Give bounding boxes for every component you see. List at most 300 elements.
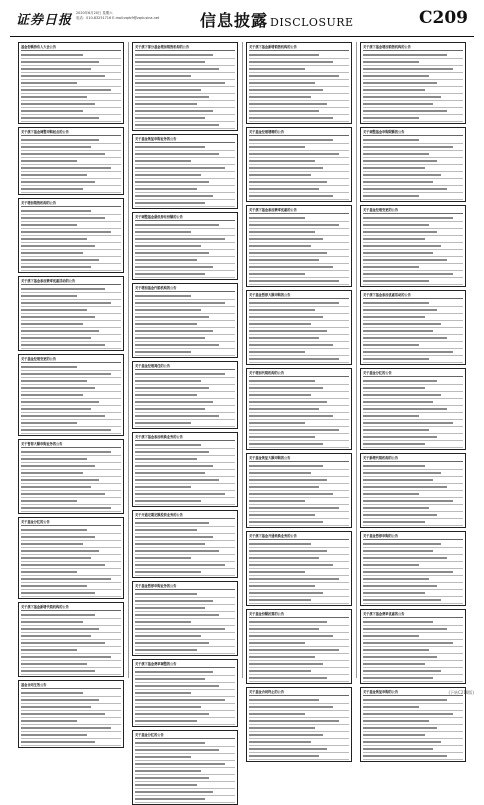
notice-text-line bbox=[249, 222, 349, 229]
notice-text-line bbox=[363, 108, 463, 115]
notice-text-line bbox=[21, 186, 121, 193]
notice-text-line bbox=[363, 278, 463, 285]
text-line-placeholder bbox=[21, 451, 111, 453]
notice-title: 关于旗下基金增加销售机构的公告 bbox=[363, 44, 463, 51]
text-line-placeholder bbox=[21, 174, 87, 176]
text-line-placeholder bbox=[249, 493, 333, 495]
notice-text-line bbox=[249, 335, 349, 342]
notice-text-line bbox=[135, 250, 235, 257]
text-line-placeholder bbox=[135, 188, 197, 190]
text-line-placeholder bbox=[363, 621, 433, 623]
notice-text-line bbox=[135, 158, 235, 165]
disclosure-notice bbox=[246, 290, 352, 365]
text-line-placeholder bbox=[363, 713, 453, 715]
text-line-placeholder bbox=[363, 748, 433, 750]
text-line-placeholder bbox=[363, 167, 425, 169]
notice-text-line bbox=[135, 314, 235, 321]
text-line-placeholder bbox=[21, 429, 111, 431]
notice-text-line bbox=[135, 165, 235, 172]
notice-text-line bbox=[249, 633, 349, 640]
text-line-placeholder bbox=[249, 273, 305, 275]
text-line-placeholder bbox=[135, 295, 191, 297]
text-line-placeholder bbox=[249, 387, 323, 389]
text-line-placeholder bbox=[363, 181, 433, 183]
notice-text-line bbox=[135, 633, 235, 640]
notice-text-line bbox=[21, 456, 121, 463]
text-line-placeholder bbox=[21, 621, 83, 623]
text-line-placeholder bbox=[363, 174, 441, 176]
text-line-placeholder bbox=[135, 635, 201, 637]
text-line-placeholder bbox=[135, 337, 205, 339]
notice-text-line bbox=[363, 271, 463, 278]
notice-text-line bbox=[21, 378, 121, 385]
notice-title: 关于旗下基金新增销售机构的公告 bbox=[249, 44, 349, 51]
notice-text-line bbox=[363, 392, 463, 399]
notice-text-line bbox=[363, 300, 463, 307]
notice-title: 关于增加销售机构的公告 bbox=[21, 200, 121, 207]
notice-text-line bbox=[135, 711, 235, 718]
text-line-placeholder bbox=[363, 592, 425, 594]
text-line-placeholder bbox=[249, 394, 311, 396]
text-line-placeholder bbox=[21, 330, 99, 332]
text-line-placeholder bbox=[249, 500, 305, 502]
text-line-placeholder bbox=[135, 479, 219, 481]
text-line-placeholder bbox=[135, 465, 213, 467]
notice-text-line bbox=[363, 746, 463, 753]
notice-text-line bbox=[21, 52, 121, 59]
notice-text-line bbox=[21, 215, 121, 222]
text-line-placeholder bbox=[135, 224, 219, 226]
disclosure-notice bbox=[18, 42, 124, 124]
text-line-placeholder bbox=[249, 195, 333, 197]
text-line-placeholder bbox=[363, 273, 453, 275]
text-line-placeholder bbox=[135, 444, 201, 446]
text-line-placeholder bbox=[249, 75, 339, 77]
notice-text-line bbox=[21, 668, 121, 675]
notice-text-line bbox=[249, 640, 349, 647]
notice-text-line bbox=[363, 59, 463, 66]
text-line-placeholder bbox=[21, 713, 105, 715]
text-line-placeholder bbox=[21, 458, 87, 460]
notice-text-line bbox=[249, 115, 349, 122]
notice-text-line bbox=[363, 569, 463, 576]
text-line-placeholder bbox=[21, 153, 105, 155]
disclosure-notice bbox=[132, 134, 238, 209]
text-line-placeholder bbox=[363, 429, 429, 431]
text-line-placeholder bbox=[21, 266, 91, 268]
text-line-placeholder bbox=[21, 217, 105, 219]
notice-text-line bbox=[363, 215, 463, 222]
notice-text-line bbox=[363, 548, 463, 555]
text-line-placeholder bbox=[135, 642, 209, 644]
notice-text-line bbox=[249, 519, 349, 526]
text-line-placeholder bbox=[363, 337, 447, 339]
text-line-placeholder bbox=[363, 727, 437, 729]
text-line-placeholder bbox=[363, 564, 419, 566]
text-line-placeholder bbox=[135, 266, 213, 268]
notice-text-line bbox=[249, 378, 349, 385]
notice-text-line bbox=[21, 690, 121, 697]
notice-text-line bbox=[21, 250, 121, 257]
notice-text-line bbox=[21, 385, 121, 392]
notice-text-line bbox=[363, 647, 463, 654]
notice-text-line bbox=[363, 172, 463, 179]
notice-text-line bbox=[135, 144, 235, 151]
notice-text-line bbox=[21, 314, 121, 321]
text-line-placeholder bbox=[249, 231, 315, 233]
notice-text-line bbox=[21, 137, 121, 144]
notice-text-line bbox=[249, 278, 349, 285]
text-line-placeholder bbox=[135, 89, 201, 91]
notice-text-line bbox=[135, 271, 235, 278]
text-line-placeholder bbox=[363, 217, 453, 219]
text-line-placeholder bbox=[135, 202, 205, 204]
text-line-placeholder bbox=[363, 302, 429, 304]
notice-text-line bbox=[249, 470, 349, 477]
text-line-placeholder bbox=[363, 316, 425, 318]
notice-text-line bbox=[21, 101, 121, 108]
text-line-placeholder bbox=[249, 465, 323, 467]
text-line-placeholder bbox=[21, 415, 105, 417]
text-line-placeholder bbox=[135, 380, 201, 382]
notice-text-line bbox=[21, 307, 121, 314]
text-line-placeholder bbox=[21, 245, 95, 247]
text-line-placeholder bbox=[249, 401, 327, 403]
notice-text-line bbox=[249, 626, 349, 633]
notice-text-line bbox=[249, 569, 349, 576]
text-line-placeholder bbox=[135, 451, 209, 453]
notice-text-line bbox=[363, 732, 463, 739]
text-line-placeholder bbox=[21, 550, 99, 552]
notice-text-line bbox=[21, 73, 121, 80]
text-line-placeholder bbox=[21, 663, 87, 665]
text-line-placeholder bbox=[363, 656, 437, 658]
notice-text-line bbox=[363, 250, 463, 257]
notice-text-line bbox=[135, 463, 235, 470]
notice-text-line bbox=[135, 59, 235, 66]
text-line-placeholder bbox=[21, 103, 95, 105]
text-line-placeholder bbox=[135, 422, 191, 424]
notice-text-line bbox=[249, 349, 349, 356]
text-line-placeholder bbox=[363, 401, 433, 403]
notice-text-line bbox=[135, 534, 235, 541]
notice-text-line bbox=[135, 491, 235, 498]
notice-text-line bbox=[21, 711, 121, 718]
notice-text-line bbox=[249, 512, 349, 519]
notice-text-line bbox=[363, 165, 463, 172]
text-line-placeholder bbox=[21, 408, 91, 410]
text-line-placeholder bbox=[135, 472, 205, 474]
text-line-placeholder bbox=[21, 472, 83, 474]
text-line-placeholder bbox=[21, 614, 95, 616]
text-line-placeholder bbox=[363, 238, 425, 240]
notice-text-line bbox=[363, 406, 463, 413]
masthead-date: 2020年6月20日 星期六 bbox=[76, 11, 113, 15]
text-line-placeholder bbox=[363, 550, 433, 552]
text-line-placeholder bbox=[135, 323, 197, 325]
notice-text-line bbox=[363, 484, 463, 491]
text-line-placeholder bbox=[21, 571, 77, 573]
text-line-placeholder bbox=[363, 585, 437, 587]
notice-text-line bbox=[21, 342, 121, 349]
text-line-placeholder bbox=[363, 521, 425, 523]
notice-text-line bbox=[135, 740, 235, 747]
text-line-placeholder bbox=[21, 543, 83, 545]
notice-text-line bbox=[363, 718, 463, 725]
notice-text-line bbox=[363, 413, 463, 420]
notice-text-line bbox=[135, 186, 235, 193]
text-line-placeholder bbox=[135, 614, 219, 616]
notice-text-line bbox=[363, 427, 463, 434]
text-line-placeholder bbox=[249, 628, 319, 630]
text-line-placeholder bbox=[249, 486, 319, 488]
disclosure-notice bbox=[246, 127, 352, 202]
notice-text-line bbox=[135, 349, 235, 356]
notice-text-line bbox=[249, 484, 349, 491]
text-line-placeholder bbox=[135, 458, 197, 460]
notice-text-line bbox=[135, 222, 235, 229]
notice-text-line bbox=[249, 342, 349, 349]
notice-text-line bbox=[21, 449, 121, 456]
text-line-placeholder bbox=[249, 415, 333, 417]
notice-text-line bbox=[249, 80, 349, 87]
disclosure-notice bbox=[132, 581, 238, 656]
text-line-placeholder bbox=[135, 167, 225, 169]
text-line-placeholder bbox=[363, 755, 447, 757]
text-line-placeholder bbox=[21, 670, 95, 672]
text-line-placeholder bbox=[249, 514, 315, 516]
notice-text-line bbox=[135, 704, 235, 711]
notice-text-line bbox=[135, 796, 235, 803]
text-line-placeholder bbox=[135, 678, 205, 680]
text-line-placeholder bbox=[363, 443, 425, 445]
text-line-placeholder bbox=[135, 394, 197, 396]
text-line-placeholder bbox=[249, 543, 311, 545]
text-line-placeholder bbox=[249, 174, 311, 176]
disclosure-notice bbox=[246, 453, 352, 528]
text-line-placeholder bbox=[135, 408, 205, 410]
notice-title: 关于基金经理增聘的公告 bbox=[249, 129, 349, 136]
section-title bbox=[200, 8, 354, 31]
notice-title: 关于基金恢复申购的公告 bbox=[363, 689, 463, 696]
text-line-placeholder bbox=[21, 628, 99, 630]
text-line-placeholder bbox=[21, 465, 95, 467]
notice-text-line bbox=[249, 144, 349, 151]
notice-text-line bbox=[21, 420, 121, 427]
notice-title: 基金合同生效公告 bbox=[21, 682, 121, 689]
text-line-placeholder bbox=[363, 472, 441, 474]
text-line-placeholder bbox=[21, 578, 111, 580]
text-line-placeholder bbox=[249, 706, 333, 708]
disclosure-notice bbox=[132, 730, 238, 805]
text-line-placeholder bbox=[21, 529, 87, 531]
notice-text-line bbox=[21, 151, 121, 158]
notice-text-line bbox=[21, 328, 121, 335]
text-line-placeholder bbox=[363, 635, 419, 637]
notice-text-line bbox=[21, 108, 121, 115]
notice-text-line bbox=[363, 186, 463, 193]
disclosure-notice bbox=[18, 127, 124, 195]
notice-text-line bbox=[135, 122, 235, 129]
text-line-placeholder bbox=[21, 380, 87, 382]
text-line-placeholder bbox=[21, 160, 77, 162]
text-line-placeholder bbox=[135, 742, 205, 744]
notice-text-line bbox=[363, 257, 463, 264]
notice-text-line bbox=[249, 576, 349, 583]
text-line-placeholder bbox=[135, 798, 205, 800]
notice-text-line bbox=[363, 264, 463, 271]
text-line-placeholder bbox=[135, 493, 225, 495]
text-line-placeholder bbox=[249, 571, 305, 573]
text-line-placeholder bbox=[21, 231, 111, 233]
text-line-placeholder bbox=[21, 295, 77, 297]
text-line-placeholder bbox=[135, 309, 201, 311]
text-line-placeholder bbox=[363, 741, 441, 743]
text-line-placeholder bbox=[135, 181, 209, 183]
notice-text-line bbox=[135, 172, 235, 179]
notice-text-line bbox=[135, 498, 235, 505]
text-line-placeholder bbox=[249, 699, 319, 701]
text-line-placeholder bbox=[135, 195, 213, 197]
text-line-placeholder bbox=[249, 741, 311, 743]
text-line-placeholder bbox=[21, 146, 91, 148]
disclosure-notice bbox=[132, 283, 238, 358]
notice-text-line bbox=[21, 576, 121, 583]
notice-text-line bbox=[135, 264, 235, 271]
text-line-placeholder bbox=[363, 706, 419, 708]
notice-text-line bbox=[21, 257, 121, 264]
text-line-placeholder bbox=[249, 635, 333, 637]
text-line-placeholder bbox=[135, 529, 197, 531]
notice-text-line bbox=[135, 307, 235, 314]
text-line-placeholder bbox=[135, 259, 197, 261]
notice-text-line bbox=[135, 619, 235, 626]
disclosure-notice bbox=[18, 602, 124, 677]
notice-text-line bbox=[21, 222, 121, 229]
notice-text-line bbox=[363, 512, 463, 519]
text-line-placeholder bbox=[249, 110, 319, 112]
notice-text-line bbox=[363, 626, 463, 633]
text-line-placeholder bbox=[249, 578, 339, 580]
notice-text-line bbox=[363, 640, 463, 647]
text-line-placeholder bbox=[249, 96, 311, 98]
notice-text-line bbox=[363, 470, 463, 477]
notice-text-line bbox=[135, 647, 235, 654]
notice-text-line bbox=[249, 541, 349, 548]
notice-text-line bbox=[363, 619, 463, 626]
notice-title: 关于旗下基金新增代销机构的公告 bbox=[21, 604, 121, 611]
text-line-placeholder bbox=[135, 54, 213, 56]
disclosure-notice bbox=[246, 205, 352, 287]
notice-text-line bbox=[21, 264, 121, 271]
text-line-placeholder bbox=[21, 507, 111, 509]
notice-text-line bbox=[135, 789, 235, 796]
notice-text-line bbox=[363, 434, 463, 441]
text-line-placeholder bbox=[21, 302, 111, 304]
notice-text-line bbox=[135, 527, 235, 534]
notice-title: 关于基金恢复申购业务的公告 bbox=[135, 136, 235, 143]
text-line-placeholder bbox=[21, 309, 87, 311]
notice-text-line bbox=[249, 250, 349, 257]
text-line-placeholder bbox=[249, 302, 339, 304]
notice-text-line bbox=[135, 605, 235, 612]
notice-text-line bbox=[249, 555, 349, 562]
notice-text-line bbox=[135, 456, 235, 463]
notice-text-line bbox=[135, 718, 235, 725]
text-line-placeholder bbox=[363, 720, 429, 722]
notice-text-line bbox=[21, 555, 121, 562]
text-line-placeholder bbox=[363, 110, 447, 112]
disclosure-notice bbox=[132, 212, 238, 280]
text-line-placeholder bbox=[135, 387, 209, 389]
text-line-placeholder bbox=[363, 160, 437, 162]
text-line-placeholder bbox=[135, 522, 209, 524]
text-line-placeholder bbox=[249, 68, 305, 70]
notice-text-line bbox=[135, 477, 235, 484]
notice-text-line bbox=[135, 484, 235, 491]
text-line-placeholder bbox=[363, 486, 447, 488]
text-line-placeholder bbox=[249, 337, 319, 339]
text-line-placeholder bbox=[249, 146, 305, 148]
disclosure-notice bbox=[360, 609, 466, 684]
text-line-placeholder bbox=[21, 54, 83, 56]
notice-text-line bbox=[249, 264, 349, 271]
notice-text-line bbox=[21, 243, 121, 250]
notice-text-line bbox=[363, 342, 463, 349]
text-line-placeholder bbox=[363, 436, 437, 438]
text-line-placeholder bbox=[363, 266, 419, 268]
notice-text-line bbox=[363, 335, 463, 342]
notice-text-line bbox=[363, 222, 463, 229]
notice-text-line bbox=[249, 307, 349, 314]
notice-text-line bbox=[21, 654, 121, 661]
notice-text-line bbox=[135, 413, 235, 420]
notice-text-line bbox=[21, 392, 121, 399]
text-line-placeholder bbox=[363, 649, 429, 651]
text-line-placeholder bbox=[363, 408, 447, 410]
text-line-placeholder bbox=[135, 117, 205, 119]
text-line-placeholder bbox=[363, 387, 425, 389]
text-line-placeholder bbox=[249, 117, 333, 119]
text-line-placeholder bbox=[249, 89, 323, 91]
disclosure-notice bbox=[18, 276, 124, 351]
text-line-placeholder bbox=[363, 146, 453, 148]
text-line-placeholder bbox=[135, 373, 225, 375]
text-line-placeholder bbox=[249, 436, 315, 438]
text-line-placeholder bbox=[135, 231, 191, 233]
notice-text-line bbox=[135, 94, 235, 101]
notice-title: 关于旗下基金参加费率优惠的公告 bbox=[249, 207, 349, 214]
notice-text-line bbox=[363, 519, 463, 526]
notice-text-line bbox=[249, 477, 349, 484]
text-line-placeholder bbox=[363, 677, 433, 679]
notice-text-line bbox=[21, 208, 121, 215]
notice-text-line bbox=[21, 172, 121, 179]
notice-text-line bbox=[21, 739, 121, 746]
disclosure-notice bbox=[18, 680, 124, 748]
newspaper-logo: 证券日报 bbox=[16, 13, 73, 28]
notice-text-line bbox=[249, 87, 349, 94]
text-line-placeholder bbox=[249, 245, 311, 247]
notice-text-line bbox=[249, 73, 349, 80]
text-line-placeholder bbox=[249, 153, 339, 155]
text-line-placeholder bbox=[135, 685, 219, 687]
text-line-placeholder bbox=[249, 649, 339, 651]
notice-text-line bbox=[249, 463, 349, 470]
text-line-placeholder bbox=[21, 706, 91, 708]
text-line-placeholder bbox=[363, 493, 419, 495]
text-line-placeholder bbox=[21, 288, 105, 290]
